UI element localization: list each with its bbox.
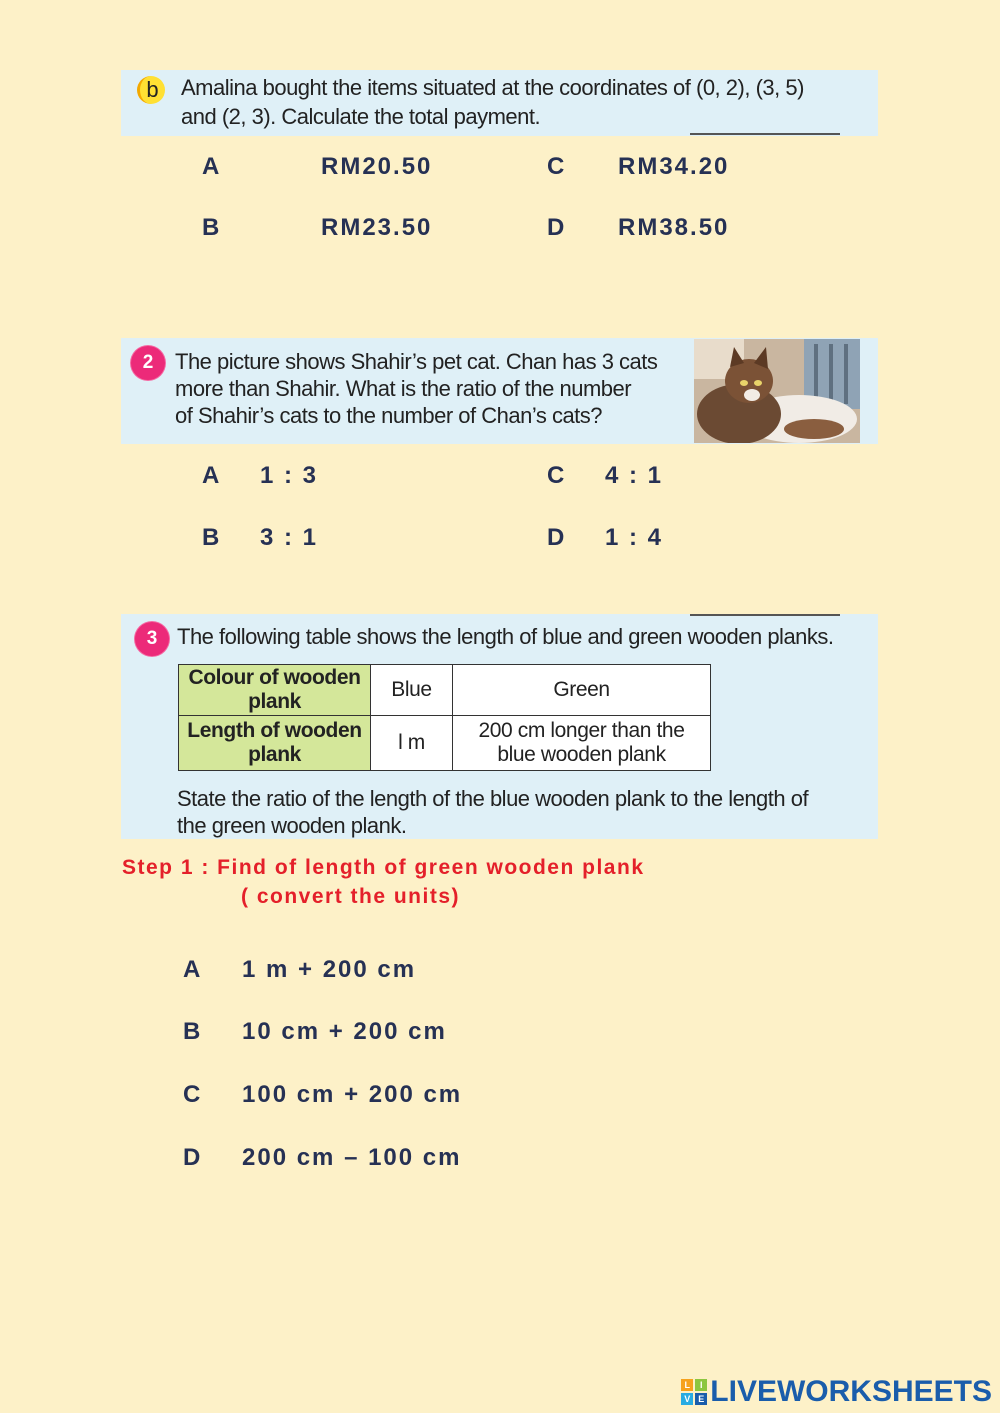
question-b-box — [121, 70, 878, 136]
cat-image — [694, 339, 860, 443]
question-3-intro: The following table shows the length of blue and green wooden planks. — [177, 624, 834, 649]
logo-l: L — [681, 1379, 693, 1391]
q2-option-d-value[interactable]: 1 : 4 — [605, 524, 664, 551]
q3-option-c-value[interactable]: 100 cm + 200 cm — [242, 1081, 463, 1108]
step-1-instruction: Step 1 : Find of length of green wooden plank — [122, 856, 645, 879]
q3-option-c-letter[interactable]: C — [183, 1081, 203, 1108]
q3-option-b-value[interactable]: 10 cm + 200 cm — [242, 1018, 447, 1045]
logo-i: I — [695, 1379, 707, 1391]
liveworksheets-logo[interactable] — [681, 1375, 992, 1409]
plank-table — [178, 664, 711, 771]
table-header-length-line1: Length of wooden — [187, 719, 362, 742]
question-2-badge: 2 — [133, 348, 163, 378]
q-b-option-d-letter[interactable]: D — [547, 214, 567, 241]
table-row — [179, 716, 711, 771]
q2-option-b-letter[interactable]: B — [202, 524, 222, 551]
question-2-line3: of Shahir’s cats to the number of Chan’s cats? — [175, 403, 603, 428]
table-cell-blue: Blue — [371, 665, 453, 716]
question-2-line2: more than Shahir. What is the ratio of the number — [175, 376, 632, 401]
q-b-option-d-value[interactable]: RM38.50 — [618, 214, 730, 241]
q-b-option-b-letter[interactable]: B — [202, 214, 222, 241]
q2-option-c-value[interactable]: 4 : 1 — [605, 462, 664, 489]
q3-option-d-value[interactable]: 200 cm – 100 cm — [242, 1144, 462, 1171]
q2-option-d-letter[interactable]: D — [547, 524, 567, 551]
step-1-note: ( convert the units) — [241, 885, 461, 908]
logo-e: E — [695, 1393, 707, 1405]
green-length-line2: blue wooden plank — [497, 743, 666, 766]
logo-text: LIVEWORKSHEETS — [710, 1375, 992, 1408]
logo-grid-icon — [681, 1379, 707, 1405]
divider-line — [690, 133, 840, 135]
cat-photo — [694, 339, 860, 443]
q2-option-a-value[interactable]: 1 : 3 — [260, 462, 319, 489]
q3-option-b-letter[interactable]: B — [183, 1018, 203, 1045]
question-2-line1: The picture shows Shahir’s pet cat. Chan has 3 cats — [175, 349, 658, 374]
question-b-badge: b — [137, 76, 165, 104]
q2-option-b-value[interactable]: 3 : 1 — [260, 524, 319, 551]
table-header-colour-line1: Colour of wooden — [188, 666, 361, 689]
q-b-option-a-letter[interactable]: A — [202, 153, 222, 180]
table-cell-blue-length: l m — [371, 716, 453, 771]
table-cell-green: Green — [453, 665, 711, 716]
q-b-option-a-value[interactable]: RM20.50 — [321, 153, 433, 180]
question-3-line1: State the ratio of the length of the blue wooden plank to the length of — [177, 786, 809, 811]
q3-option-a-letter[interactable]: A — [183, 956, 203, 983]
divider-line-2 — [690, 614, 840, 616]
table-header-colour — [179, 665, 371, 716]
q2-option-c-letter[interactable]: C — [547, 462, 567, 489]
table-cell-green-length — [453, 716, 711, 771]
question-3-badge: 3 — [137, 624, 167, 654]
q-b-option-c-value[interactable]: RM34.20 — [618, 153, 730, 180]
question-b-line1: Amalina bought the items situated at the coordinates of (0, 2), (3, 5) — [181, 75, 804, 100]
table-header-length-line2: plank — [248, 743, 301, 766]
question-b-line2: and (2, 3). Calculate the total payment. — [181, 104, 541, 129]
q-b-option-b-value[interactable]: RM23.50 — [321, 214, 433, 241]
q3-option-d-letter[interactable]: D — [183, 1144, 203, 1171]
green-length-line1: 200 cm longer than the — [478, 719, 685, 742]
question-3-line2: the green wooden plank. — [177, 813, 407, 838]
table-row — [179, 665, 711, 716]
q3-option-a-value[interactable]: 1 m + 200 cm — [242, 956, 417, 983]
logo-v: V — [681, 1393, 693, 1405]
q2-option-a-letter[interactable]: A — [202, 462, 222, 489]
table-header-colour-line2: plank — [248, 690, 301, 713]
table-header-length — [179, 716, 371, 771]
q-b-option-c-letter[interactable]: C — [547, 153, 567, 180]
